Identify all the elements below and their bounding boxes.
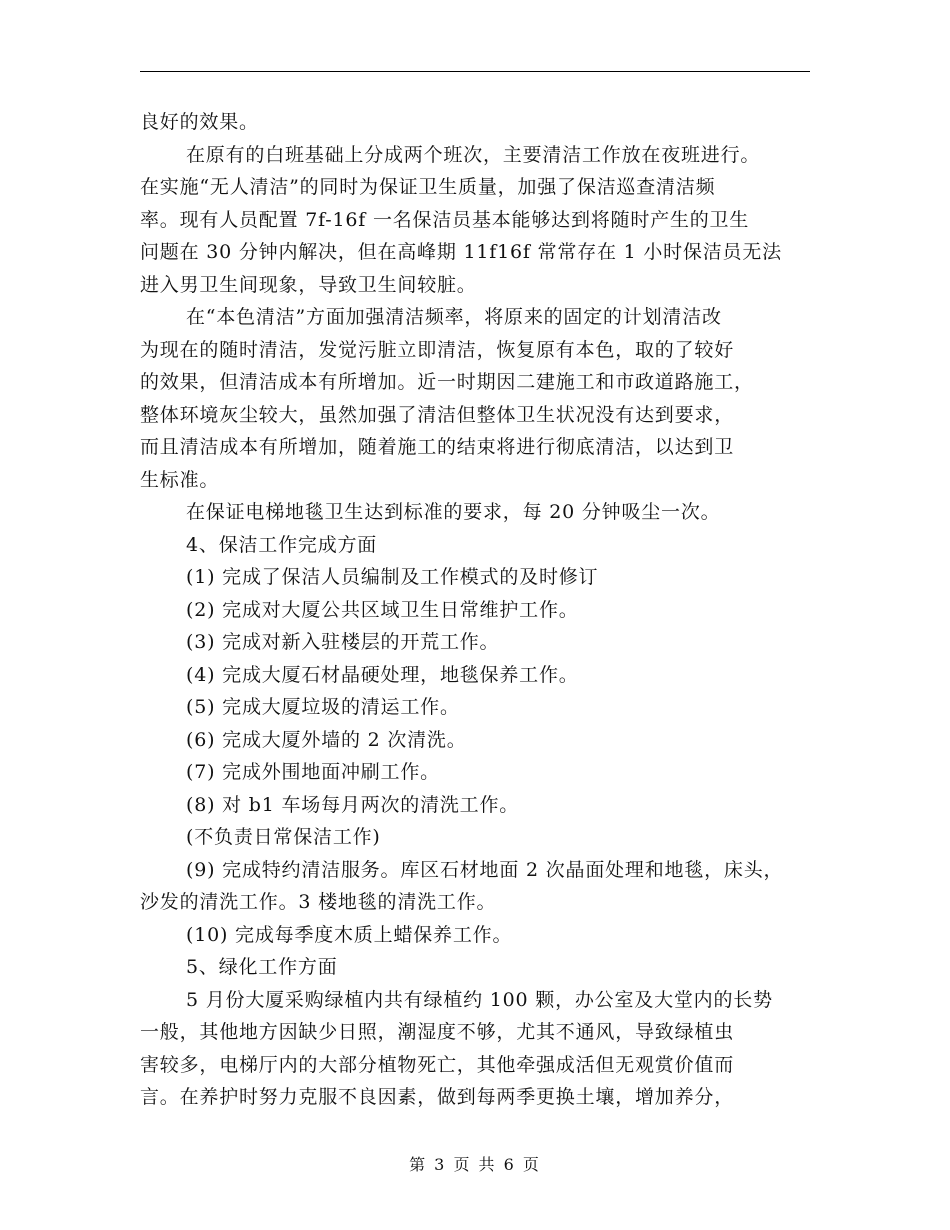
text-line: 良好的效果。 [140, 111, 259, 133]
list-item: (4) 完成大厦石材晶硬处理，地毯保养工作。 [186, 663, 579, 686]
text-line: 的效果，但清洁成本有所增加。近一时期因二建施工和市政道路施工， [140, 371, 754, 393]
text-line: 在实施“无人清洁”的同时为保证卫生质量，加强了保洁巡查清洁频 [140, 176, 716, 198]
text-line: 言。在养护时努力克服不良因素，做到每两季更换土壤，增加养分， [140, 1086, 735, 1108]
header-rule [140, 71, 810, 72]
text-line: 一般，其他地方因缺少日照，潮湿度不够，尤其不通风，导致绿植虫 [140, 1021, 735, 1043]
list-item: (2) 完成对大厦公共区域卫生日常维护工作。 [186, 598, 579, 621]
text-line: 5 月份大厦采购绿植内共有绿植约 100 颗，办公室及大堂内的长势 [186, 988, 773, 1011]
list-item-note: (不负责日常保洁工作) [186, 826, 381, 848]
list-item: (8) 对 b1 车场每月两次的清洗工作。 [186, 793, 520, 816]
text-line: 为现在的随时清洁，发觉污脏立即清洁，恢复原有本色，取的了较好 [140, 338, 735, 361]
text-line: 在保证电梯地毯卫生达到标准的要求，每 20 分钟吸尘一次。 [186, 501, 721, 523]
list-item: (1) 完成了保洁人员编制及工作模式的及时修订 [186, 566, 599, 588]
text-line: 进入男卫生间现象，导致卫生间较脏。 [140, 273, 477, 296]
text-line: 沙发的清洗工作。3 楼地毯的清洗工作。 [140, 891, 497, 913]
text-line: 率。现有人员配置 7f-16f 一名保洁员基本能够达到将随时产生的卫生 [140, 208, 750, 231]
text-line: 生标准。 [140, 468, 220, 491]
list-item: (5) 完成大厦垃圾的清运工作。 [186, 696, 460, 718]
section-heading: 4、保洁工作完成方面 [186, 533, 378, 556]
text-line: 在“本色清洁”方面加强清洁频率，将原来的固定的计划清洁改 [186, 306, 722, 328]
list-item: (10) 完成每季度木质上蜡保养工作。 [186, 923, 513, 946]
text-line: 害较多，电梯厅内的大部分植物死亡，其他牵强成活但无观赏价值而 [140, 1053, 735, 1076]
page-footer: 第 3 页 共 6 页 [409, 1155, 541, 1174]
section-heading: 5、绿化工作方面 [186, 956, 338, 978]
list-item: (6) 完成大厦外墙的 2 次清洗。 [186, 728, 467, 751]
text-line: 而且清洁成本有所增加，随着施工的结束将进行彻底清洁，以达到卫 [140, 436, 735, 458]
text-line: 在原有的白班基础上分成两个班次，主要清洁工作放在夜班进行。 [186, 143, 761, 166]
list-item: (7) 完成外围地面冲刷工作。 [186, 761, 440, 783]
list-item: (9) 完成特约清洁服务。库区石材地面 2 次晶面处理和地毯，床头， [186, 858, 784, 881]
text-line: 问题在 30 分钟内解决，但在高峰期 11f16f 常常存在 1 小时保洁员无法 [140, 241, 782, 263]
text-line: 整体环境灰尘较大，虽然加强了清洁但整体卫生状况没有达到要求， [140, 403, 735, 426]
list-item: (3) 完成对新入驻楼层的开荒工作。 [186, 631, 500, 653]
document-body [140, 106, 820, 1114]
